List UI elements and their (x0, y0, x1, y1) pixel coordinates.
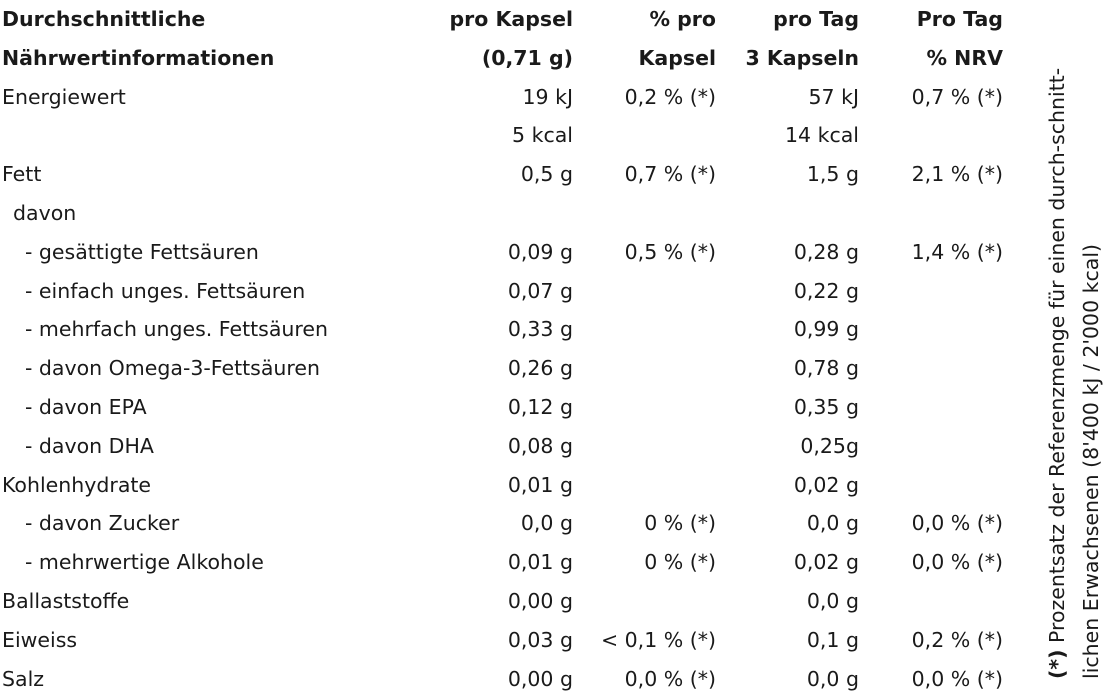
nutrient-label: Energiewert (2, 84, 126, 109)
footnote-marker: (*) (1045, 649, 1069, 679)
per-day-value: 0,0 g (806, 511, 859, 536)
header-label: Durchschnittliche (2, 7, 206, 31)
table-body (0, 78, 1010, 698)
header-pct-capsule: Kapsel (638, 45, 716, 70)
nutrient-label: - mehrwertige Alkohole (25, 550, 264, 575)
header-pct-capsule: % pro (649, 7, 716, 31)
pct-capsule-value: 0,7 % (*) (624, 162, 716, 187)
nutrient-label: - davon DHA (25, 433, 154, 458)
nutrient-label: davon (13, 200, 77, 225)
footnote (1040, 39, 1108, 679)
nutrient-label: Fett (2, 162, 42, 187)
per-capsule-value: 0,01 g (507, 550, 573, 575)
per-capsule-value: 0,12 g (507, 394, 573, 419)
table-row (0, 427, 1010, 466)
header-row (0, 0, 1010, 39)
table-row (0, 78, 1010, 117)
per-capsule-value: 0,00 g (507, 666, 573, 691)
per-day-value: 0,02 g (793, 472, 859, 497)
table-row (0, 116, 1010, 155)
per-capsule-value: 0,0 g (520, 511, 573, 536)
pct-nrv-value: 0,0 % (*) (911, 666, 1003, 691)
header-row (0, 39, 1010, 78)
pct-capsule-value: 0,2 % (*) (624, 84, 716, 109)
per-capsule-value: 0,5 g (520, 162, 573, 187)
per-capsule-value: 0,33 g (507, 317, 573, 342)
per-capsule-value: 0,00 g (507, 588, 573, 613)
table-row (0, 466, 1010, 505)
per-day-value: 0,28 g (793, 239, 859, 264)
per-day-value: 0,99 g (793, 317, 859, 342)
per-capsule-value: 5 kcal (512, 123, 573, 148)
pct-capsule-value: < 0,1 % (*) (600, 627, 716, 652)
nutrient-label: Ballaststoffe (2, 588, 130, 613)
table-row (0, 272, 1010, 311)
per-day-value: 57 kJ (808, 84, 859, 109)
table-row (0, 621, 1010, 660)
pct-nrv-value: 1,4 % (*) (911, 239, 1003, 264)
per-capsule-value: 0,08 g (507, 433, 573, 458)
pct-nrv-value: 0,7 % (*) (911, 84, 1003, 109)
nutrient-label: - einfach unges. Fettsäuren (25, 278, 306, 303)
per-capsule-value: 0,26 g (507, 356, 573, 381)
header-per-day: pro Tag (773, 7, 859, 31)
per-capsule-value: 0,03 g (507, 627, 573, 652)
per-day-value: 0,35 g (793, 394, 859, 419)
per-day-value: 1,5 g (806, 162, 859, 187)
nutrient-label: Salz (2, 666, 45, 691)
table-row (0, 388, 1010, 427)
table-row (0, 504, 1010, 543)
nutrient-label: - mehrfach unges. Fettsäuren (25, 317, 328, 342)
pct-nrv-value: 0,0 % (*) (911, 511, 1003, 536)
per-day-value: 0,78 g (793, 356, 859, 381)
per-day-value: 0,1 g (806, 627, 859, 652)
per-day-value: 0,0 g (806, 588, 859, 613)
per-day-value: 14 kcal (784, 123, 859, 148)
table-row (0, 660, 1010, 698)
header-per-capsule: (0,71 g) (481, 45, 573, 70)
pct-capsule-value: 0 % (*) (644, 550, 716, 575)
footnote-text: Prozentsatz der Referenzmenge für einen durch-schnitt-lichen Erwachsenen (8'400 kJ / 2'000 kcal) (1045, 67, 1103, 679)
pct-capsule-value: 0,0 % (*) (624, 666, 716, 691)
header-pct-nrv: Pro Tag (916, 7, 1003, 31)
nutrient-label: Kohlenhydrate (2, 472, 152, 497)
per-capsule-value: 0,01 g (507, 472, 573, 497)
header-per-capsule: pro Kapsel (449, 7, 573, 31)
per-day-value: 0,25g (800, 433, 859, 458)
nutrient-label: - davon EPA (25, 394, 147, 419)
nutrient-label: Eiweiss (2, 627, 78, 652)
per-day-value: 0,02 g (793, 550, 859, 575)
nutrient-label: - davon Zucker (25, 511, 180, 536)
pct-nrv-value: 0,0 % (*) (911, 550, 1003, 575)
per-capsule-value: 0,09 g (507, 239, 573, 264)
nutrient-label: - davon Omega-3-Fettsäuren (25, 356, 320, 381)
per-day-value: 0,0 g (806, 666, 859, 691)
table-row (0, 233, 1010, 272)
header-per-day: 3 Kapseln (745, 45, 859, 70)
per-capsule-value: 0,07 g (507, 278, 573, 303)
per-capsule-value: 19 kJ (522, 84, 573, 109)
header-pct-nrv: % NRV (926, 45, 1003, 70)
pct-nrv-value: 0,2 % (*) (911, 627, 1003, 652)
table-row (0, 155, 1010, 194)
table-row (0, 310, 1010, 349)
pct-capsule-value: 0 % (*) (644, 511, 716, 536)
table-row (0, 543, 1010, 582)
table-row (0, 194, 1010, 233)
nutrient-label: - gesättigte Fettsäuren (25, 239, 259, 264)
pct-capsule-value: 0,5 % (*) (624, 239, 716, 264)
header-label: Nährwertinformationen (2, 45, 275, 70)
table-row (0, 349, 1010, 388)
table-row (0, 582, 1010, 621)
pct-nrv-value: 2,1 % (*) (911, 162, 1003, 187)
per-day-value: 0,22 g (793, 278, 859, 303)
